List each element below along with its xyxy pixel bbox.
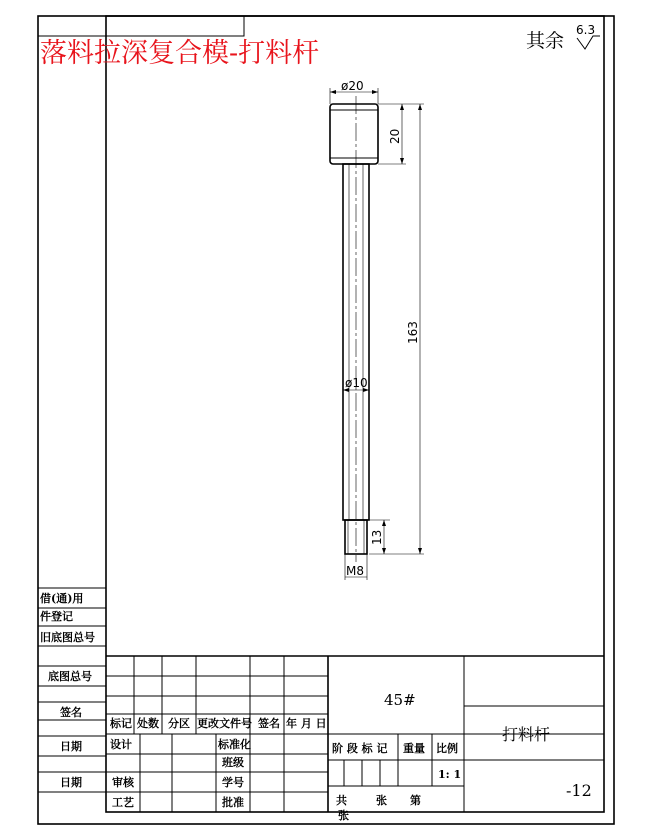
standardize-label: 标准化 (218, 738, 251, 751)
top-code-box (106, 16, 244, 36)
dim-thread-length (369, 520, 390, 554)
borrowed-label: 借(通)用 (40, 592, 84, 605)
header-date: 年 月 日 (286, 717, 327, 730)
page-title: 落料拉深复合模-打料杆 (40, 38, 320, 69)
left-column (38, 588, 106, 792)
signature-label: 签名 (60, 706, 82, 719)
date-label-1: 日期 (60, 740, 82, 753)
dim-total-length (369, 104, 424, 554)
student-no-label: 学号 (222, 776, 244, 789)
sheets-total-unit: 张 (338, 809, 349, 822)
roughness-label: 其余 (526, 30, 565, 52)
process-label: 工艺 (112, 796, 134, 809)
striker-rod-part (330, 96, 378, 562)
header-signature: 签名 (258, 717, 280, 730)
sheets-unit-label: 张 (376, 794, 387, 807)
old-drawing-label: 旧底图总号 (40, 631, 95, 644)
thread-length-label: 13 (370, 529, 384, 545)
sheet-no-label: 第 (410, 794, 421, 807)
class-label: 班级 (222, 756, 244, 769)
header-change-doc: 更改文件号 (197, 717, 252, 730)
outer-border (38, 16, 614, 824)
material-value: 45# (384, 691, 416, 709)
header-count: 处数 (137, 717, 159, 730)
stage-mark-label: 阶 段 标 记 (332, 742, 388, 755)
dim-shank-diameter (343, 376, 369, 392)
review-label: 审核 (112, 776, 134, 789)
base-drawing-label: 底图总号 (48, 670, 92, 683)
scale-value: 1: 1 (438, 768, 462, 781)
roughness-value: 6.3 (576, 23, 596, 37)
dim-head-diameter (330, 79, 378, 104)
part-name-value: 打料杆 (502, 725, 551, 744)
thread-label: M8 (346, 564, 364, 578)
drawing-number: -12 (566, 781, 592, 800)
inner-frame (106, 16, 604, 812)
date-label-2: 日期 (60, 776, 82, 789)
head-diameter-label: ø20 (341, 79, 364, 93)
head-height-label: 20 (388, 128, 402, 144)
total-length-label: 163 (406, 321, 420, 344)
shank-diameter-label: ø10 (345, 376, 368, 390)
approve-label: 批准 (222, 796, 244, 809)
header-zone: 分区 (168, 717, 190, 730)
dim-head-height (378, 104, 424, 164)
scale-label: 比例 (436, 742, 458, 755)
weight-label: 重量 (403, 742, 425, 755)
rod-head (330, 104, 378, 164)
title-block (106, 656, 604, 822)
sheets-total-label: 共 (336, 794, 347, 807)
roughness-symbol-icon (577, 36, 600, 49)
design-label: 设计 (110, 738, 132, 751)
registration-label: 件登记 (40, 610, 73, 623)
header-mark: 标记 (110, 717, 132, 730)
